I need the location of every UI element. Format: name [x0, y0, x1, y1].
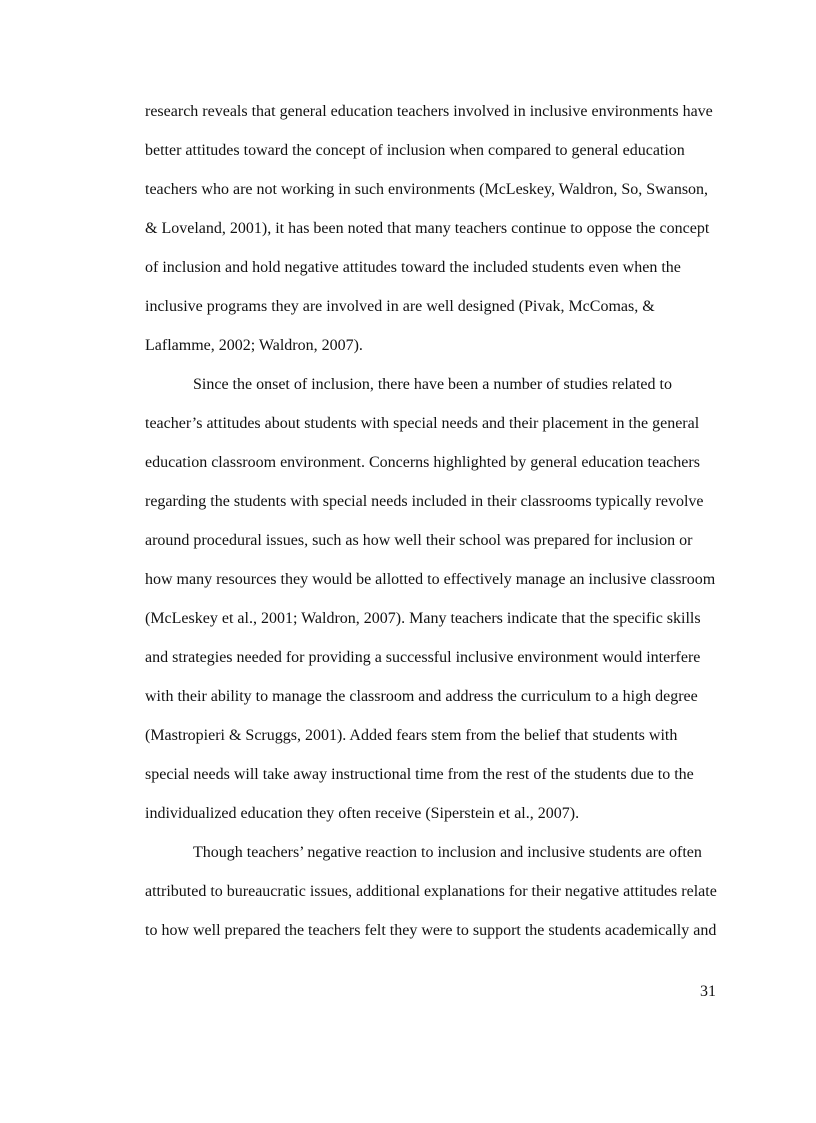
text-line: with their ability to manage the classroom and address the curriculum to a high degree [145, 688, 698, 705]
text-line: teacher’s attitudes about students with special needs and their placement in the general [145, 415, 700, 432]
text-line: attributed to bureaucratic issues, additional explanations for their negative attitudes relate [145, 883, 717, 900]
text-line: education classroom environment. Concerns highlighted by general education teachers [145, 454, 700, 471]
text-line: (McLeskey et al., 2001; Waldron, 2007). Many teachers indicate that the specific skills [145, 610, 701, 627]
text-line: (Mastropieri & Scruggs, 2001). Added fears stem from the belief that students with [145, 727, 678, 744]
paragraph-first-line: Since the onset of inclusion, there have been a number of studies related to [193, 376, 672, 393]
text-line: regarding the students with special needs included in their classrooms typically revolve [145, 493, 704, 510]
paragraph-first-line: Though teachers’ negative reaction to inclusion and inclusive students are often [193, 844, 702, 861]
page-number: 31 [700, 983, 716, 1000]
text-line: Laflamme, 2002; Waldron, 2007). [145, 337, 363, 354]
text-line: research reveals that general education teachers involved in inclusive environments have [145, 103, 713, 120]
text-line: individualized education they often receive (Siperstein et al., 2007). [145, 805, 580, 822]
text-line: and strategies needed for providing a successful inclusive environment would interfere [145, 649, 701, 666]
text-line: special needs will take away instructional time from the rest of the students due to the [145, 766, 694, 783]
text-line: & Loveland, 2001), it has been noted that many teachers continue to oppose the concept [145, 220, 710, 237]
text-line: to how well prepared the teachers felt they were to support the students academically and [145, 922, 717, 939]
text-line: teachers who are not working in such environments (McLeskey, Waldron, So, Swanson, [145, 181, 709, 198]
text-line: around procedural issues, such as how well their school was prepared for inclusion or [145, 532, 693, 549]
text-line: better attitudes toward the concept of inclusion when compared to general education [145, 142, 685, 159]
text-line: of inclusion and hold negative attitudes toward the included students even when the [145, 259, 681, 276]
text-line: how many resources they would be allotted to effectively manage an inclusive classroom [145, 571, 716, 588]
text-line: inclusive programs they are involved in are well designed (Pivak, McComas, & [145, 298, 655, 315]
